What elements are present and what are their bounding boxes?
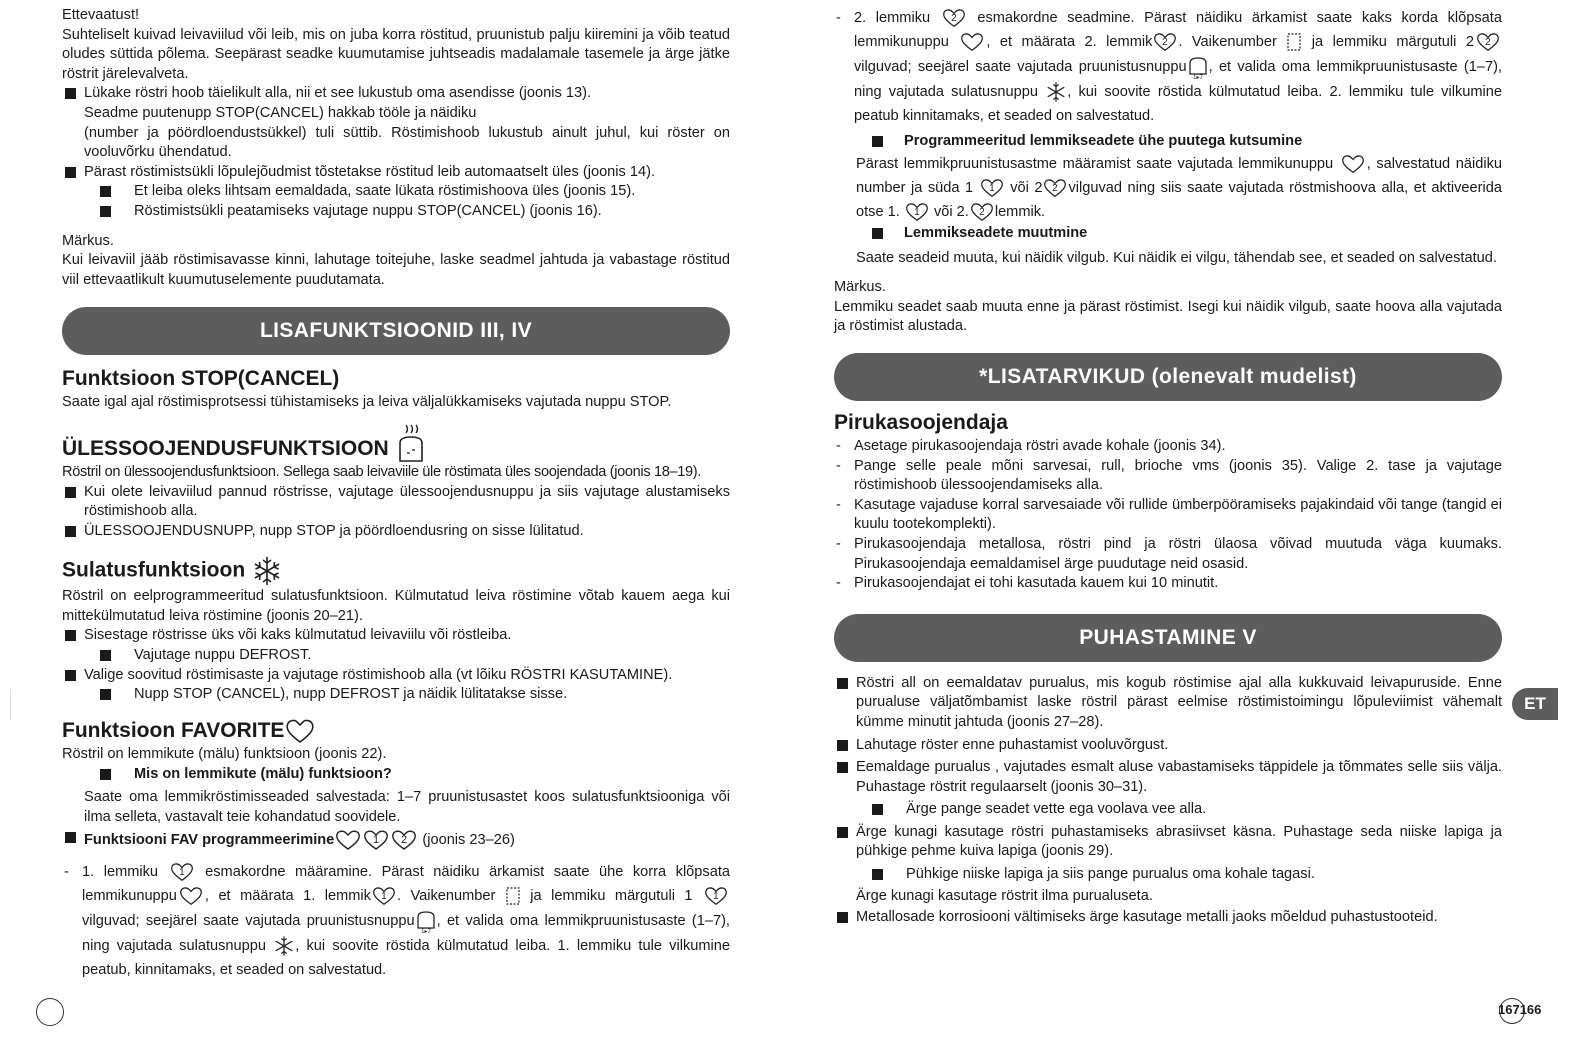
left-column: [62, 6, 730, 982]
clean-item-1: Röstri all on eemaldatav purualus, mis kogub röstimise ajal alla kukkuvaid leivapuruside. Enne purualuse väljatõmbamist laske röstril pärast eelmise röstimistoimingu lõpuleviimist vähemalt kümme minutit jahtuda (joonis 27–28).: [834, 674, 1502, 733]
heart-2-icon: [1152, 31, 1178, 53]
recall-text: Pärast lemmikpruunistusastme määramist saate vajutada lemmikunuppu , salvestatud näidiku number ja süda 1 1 või 2 2 vilguvad ning siis saate vajutada röstmishoova alla, et aktiveerida otse 1. 1 või 2. 2 lemmik.: [834, 152, 1502, 224]
defrost-bullet-2: Valige soovitud röstimisaste ja vajutage röstimishoob alla (vt lõiku RÖSTRI KASUTAMINE).: [62, 666, 730, 686]
note-text-right: Lemmiku seadet saab muuta enne ja pärast röstimist. Isegi kui näidik vilgub, saate hoova alla vajutada ja röstimist alustada.: [834, 298, 1502, 335]
heart-2-icon: [940, 7, 968, 29]
heart-icon: [1339, 153, 1367, 175]
note-label: Märkus.: [62, 232, 114, 249]
banner-accessories: *LISATARVIKUD (olenevalt mudelist): [834, 353, 1502, 401]
snowflake-icon: [273, 935, 295, 957]
defrost-sub-bullet-1: Vajutage nuppu DEFROST.: [62, 646, 730, 666]
note-text: Kui leivaviil jääb röstimisavasse kinni, lahutage toitejuhe, laske seadmel jahtuda ja vabastage röstitud viil ettevaatlikult kuumutuselemente puudutamata.: [62, 252, 730, 288]
svg-text:2: 2: [1052, 182, 1059, 194]
language-tab: ET: [1512, 688, 1558, 720]
clean-item-4: Ärge kunagi kasutage röstri puhastamiseks abrasiivset käsna. Puhastage seda niiske lapiga ja pühkige pehme kuiva lapiga (joonis 29).: [834, 823, 1502, 862]
svg-text:1: 1: [178, 866, 185, 878]
favorite-question: Mis on lemmikute (mälu) funktsioon?: [62, 765, 730, 785]
clean-item-4b: Ärge kunagi kasutage röstrit ilma purualuseta.: [856, 887, 1153, 904]
heart-1-icon: [702, 885, 730, 907]
heading-stop: Funktsioon STOP(CANCEL): [62, 367, 340, 391]
digit-display-icon: [505, 886, 521, 906]
svg-text:2: 2: [1162, 36, 1169, 48]
clean-item-3: Eemaldage purualus , vajutades esmalt aluse vabastamiseks täppidele ja tõmmates selle siis välja. Puhastage röstrit regulaarselt (joonis 30–31).: [834, 758, 1502, 797]
browning-button-icon: [415, 908, 437, 934]
svg-text:1▸7: 1▸7: [1192, 75, 1203, 80]
page-number: 167166: [1498, 1002, 1542, 1017]
defrost-text: Röstril on eelprogrammeeritud sulatusfunktsioon. Külmutatud leiva röstimine võtab kauem aega kui mittekülmutatud leiva röstimine (joonis 20–21).: [62, 588, 730, 624]
svg-text:2: 2: [1485, 36, 1491, 48]
bullet-cycle-end: Pärast röstimistsükli lõpulejõudmist tõstetakse röstitud leib automaatselt üles (joonis 14).: [62, 163, 730, 183]
heart-2-icon: [390, 828, 418, 852]
reheat-bullet-1: Kui olete leivaviilud pannud röstrisse, vajutage ülessoojendusnuppu ja siis vajutage alustamiseks röstimishoob alla.: [62, 483, 730, 522]
snowflake-icon: [251, 555, 283, 587]
heart-2-icon: [1474, 31, 1502, 53]
caution-label: Ettevaatust!: [62, 7, 140, 23]
svg-text:2: 2: [950, 12, 957, 24]
reheat-text: Röstril on ülessoojendusfunktsioon. Sellega saab leivaviile üle röstimata üles soojendada (joonis 18–19).: [62, 463, 702, 480]
browning-button-icon: [1187, 54, 1209, 80]
heart-2-icon: [969, 201, 995, 223]
page-circle-left: [36, 998, 64, 1026]
favorite-programming: Funktsiooni FAV programmeerimine 1 2 (joonis 23–26): [62, 828, 730, 852]
right-column: [834, 6, 1502, 928]
svg-text:1: 1: [988, 182, 995, 194]
bun-item-2: - Pange selle peale mõni sarvesai, rull, brioche vms (joonis 35). Valige 2. tase ja vajutage röstimishoob ülessoojendamiseks alla.: [834, 457, 1502, 496]
heading-recall: Programmeeritud lemmikseadete ühe puutega kutsumine: [834, 132, 1502, 152]
defrost-sub-bullet-2: Nupp STOP (CANCEL), nupp DEFROST ja näidik lülitatakse sisse.: [62, 685, 730, 705]
bullet-lever-detail: Seadme puutenupp STOP(CANCEL) hakkab tööle ja näidiku (number ja pöördloendustsükkel) tuli süttib. Röstimishoob lukustub ainult juhul, kui röster on vooluvõrku ühendatud.: [84, 104, 730, 161]
favorite-heart-icon: [284, 717, 316, 745]
fav2-instructions: - 2. lemmiku 2 esmakordne seadmine. Pärast näidiku ärkamist saate kaks korda klõpsata lemmikunuppu , et määrata 2. lemmik 2 . Vaikenumber ja lemmiku märgutuli 2 2 vilguvad; seejärel saate vajutada pruunistusnuppu 1▸7 , et valida oma lemmikpruunistusaste (1–7), ning vajutada sulatusnuppu , kui soovite röstida külmutatud leiba. 2. lemmiku tule vilkumine peatub kinnitamaks, et seaded on salvestatud.: [834, 6, 1502, 128]
clean-sub-item-4a: Pühkige niiske lapiga ja siis pange purualus oma kohale tagasi.: [834, 865, 1502, 885]
stop-text: Saate igal ajal röstimisprotsessi tühistamiseks ja leiva väljalükkamiseks vajutada nuppu STOP.: [62, 394, 672, 411]
heart-icon: [177, 885, 205, 907]
change-text: Saate seadeid muuta, kui näidik vilgub. Kui näidik ei vilgu, tähendab see, et seaded on salvestatud.: [856, 250, 1497, 267]
heading-favorite: Funktsioon FAVORITE: [62, 717, 730, 745]
heading-bun-warmer: Pirukasoojendaja: [834, 410, 1008, 434]
caution-text: Suhteliselt kuivad leivaviilud või leib, mis on juba korra röstitud, pruunistub palju kiiremini ja võib teatud oludes süttida põlema. Seepärast seadke kuumutamise juhtseadis madalamale tasemele ja ärge jätke röstrit järelevalveta.: [62, 26, 730, 82]
svg-text:1: 1: [373, 833, 380, 846]
page-edge-line: [10, 690, 11, 720]
favorite-text: Röstril on lemmikute (mälu) funktsioon (joonis 22).: [62, 746, 387, 763]
heart-1-icon: [371, 885, 397, 907]
heading-change: Lemmikseadete muutmine: [834, 224, 1502, 244]
clean-item-5: Metallosade korrosiooni vältimiseks ärge kasutage metalli jaoks mõeldud puhastustooteid.: [834, 908, 1502, 928]
favorite-answer: Saate oma lemmikröstimisseaded salvestada: 1–7 pruunistusastet koos sulatusfunktsiooniga või ilma selleta, vastavalt teie kohandatud soovidele.: [84, 789, 730, 826]
sub-bullet-remove: Et leiba oleks lihtsam eemaldada, saate lükata röstimishoova üles (joonis 15).: [62, 182, 730, 202]
digit-display-icon: [1286, 32, 1302, 52]
snowflake-icon: [1045, 81, 1067, 103]
svg-text:1: 1: [381, 890, 387, 902]
bun-item-1: - Asetage pirukasoojendaja röstri avade kohale (joonis 34).: [834, 437, 1502, 457]
clean-item-2: Lahutage röster enne puhastamist vooluvõrgust.: [834, 736, 1502, 756]
heading-reheat: ÜLESSOOJENDUSFUNKTSIOON: [62, 423, 730, 463]
heading-defrost: Sulatusfunktsioon: [62, 555, 730, 587]
heart-icon: [334, 828, 362, 852]
heart-icon: [958, 31, 986, 53]
bun-item-3: - Kasutage vajaduse korral sarvesaiade või rullide ümberpööramiseks pajakindaid või tange (tangid ei kuulu tootekomplekti).: [834, 496, 1502, 535]
reheat-bullet-2: ÜLESSOOJENDUSNUPP, nupp STOP ja pöördloendusring on sisse lülitatud.: [62, 522, 730, 542]
clean-sub-item-3a: Ärge pange seadet vette ega voolava vee alla.: [834, 800, 1502, 820]
defrost-bullet-1: Sisestage röstrisse üks või kaks külmutatud leivaviilu või röstleiba.: [62, 626, 730, 646]
heart-1-icon: [168, 861, 196, 883]
bun-item-5: - Pirukasoojendajat ei tohi kasutada kauem kui 10 minutit.: [834, 574, 1502, 594]
reheat-icon: [397, 423, 425, 463]
bun-item-4: - Pirukasoojendaja metallosa, röstri pind ja röstri ülaosa võivad muutuda väga kuumaks. Pirukasoojendaja eemaldamisel ärge puudutage neid osasid.: [834, 535, 1502, 574]
heart-1-icon: [904, 201, 930, 223]
svg-text:2: 2: [979, 206, 985, 218]
note-label-right: Märkus.: [834, 279, 886, 296]
bullet-lever: Lükake röstri hoob täielikult alla, nii et see lukustub oma asendisse (joonis 13).: [62, 84, 730, 104]
svg-text:2: 2: [401, 833, 408, 846]
heart-1-icon: [362, 828, 390, 852]
heart-2-icon: [1042, 177, 1068, 199]
svg-text:1: 1: [914, 206, 920, 218]
svg-text:1: 1: [713, 890, 719, 902]
banner-cleaning: PUHASTAMINE V: [834, 614, 1502, 662]
heart-1-icon: [979, 177, 1005, 199]
svg-text:1▸7: 1▸7: [420, 928, 431, 934]
banner-extra-functions: LISAFUNKTSIOONID III, IV: [62, 307, 730, 355]
sub-bullet-stop: Röstimistsükli peatamiseks vajutage nuppu STOP(CANCEL) (joonis 16).: [62, 202, 730, 222]
fav1-instructions: - 1. lemmiku 1 esmakordne määramine. Pärast näidiku ärkamist saate ühe korra klõpsata lemmikunuppu , et määrata 1. lemmik 1 . Vaikenumber ja lemmiku märgutuli 1 1 vilguvad; seejärel saate vajutada pruunistusnuppu 1▸7 , et valida oma lemmikpruunistusaste (1–7), ning vajutada sulatusnuppu , kui soovite röstida külmutatud leiba. 1. lemmiku tule vilkumine peatub, kinnitamaks, et seaded on salvestatud.: [62, 860, 730, 982]
